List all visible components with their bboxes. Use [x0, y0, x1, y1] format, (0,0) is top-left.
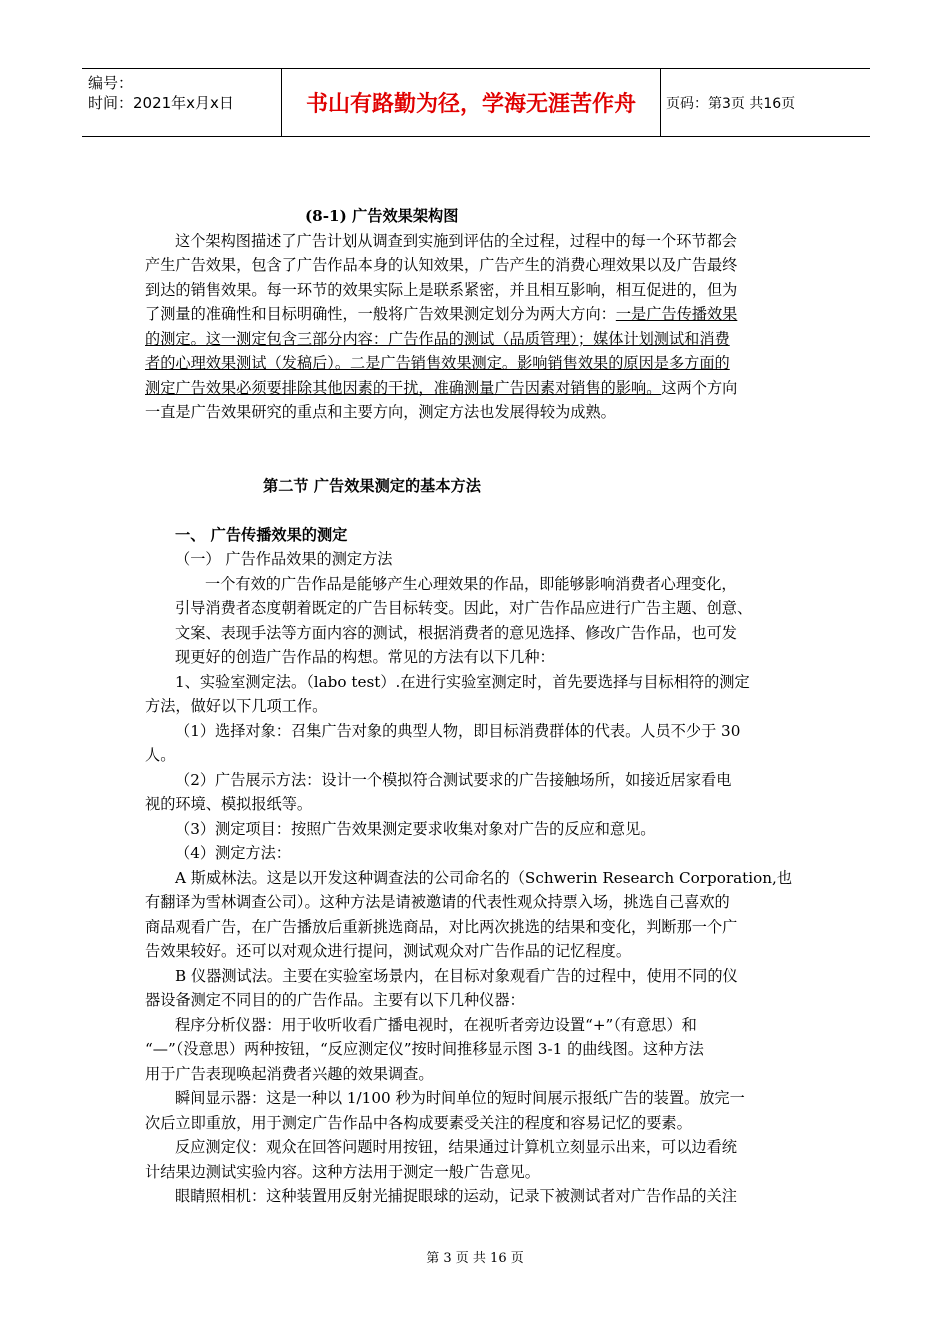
text-line: 人。: [145, 746, 176, 764]
lab-test-item: [145, 670, 810, 719]
text-line: 现更好的创造广告作品的构想。常见的方法有以下几种：: [175, 648, 555, 666]
text-line: B 仪器测试法。主要在实验室场景内，在目标对象观看广告的过程中，使用不同的仪: [175, 966, 738, 985]
figure-caption: (8-1) 广告效果架构图: [305, 207, 459, 225]
instrument-program-analyzer: [145, 1013, 810, 1087]
page-footer: 第 3 页 共 16 页: [426, 1251, 524, 1266]
underlined-text: 一是广告传播效果: [615, 305, 738, 323]
text-line: 这个架构图描述了广告计划从调查到实施到评估的全过程，过程中的每一个环节都会: [175, 231, 737, 250]
text-line: （2）广告展示方法：设计一个模拟符合测试要求的广告接触场所，如接近居家看电: [175, 770, 732, 789]
text-line: 到达的销售效果。每一环节的效果实际上是联系紧密，并且相互影响，相互促进的，但为: [145, 280, 738, 299]
text-line: 计结果边测试实验内容。这种方法用于测定一般广告意见。: [145, 1162, 540, 1181]
spacer: [145, 449, 810, 474]
text-line: “—”（没意思）两种按钮，“反应测定仪”按时间推移显示图 3-1 的曲线图。这种方法: [145, 1040, 704, 1058]
text-line: 告效果较好。还可以对观众进行提问，测试观众对广告作品的记忆程度。: [145, 942, 631, 960]
text-line: 器设备测定不同目的的广告作品。主要有以下几种仪器：: [145, 991, 525, 1009]
underlined-text: 测定广告效果必须要排除其他因素的干扰，准确测量广告因素对销售的影响。: [145, 378, 662, 397]
method-schwerin: [145, 866, 810, 964]
text-line: 一直是广告效果研究的重点和主要方向，测定方法也发展得较为成熟。: [145, 403, 616, 421]
text-line: 文案、表现手法等方面内容的测试，根据消费者的意见选择、修改广告作品，也可发: [175, 623, 737, 642]
step-display-method: [145, 768, 810, 817]
step-select-subjects: [145, 719, 810, 768]
page-header: [82, 68, 870, 137]
instrument-reaction-meter: [145, 1135, 810, 1184]
text-line: [145, 302, 810, 327]
step-test-items: （3）测定项目：按照广告效果测定要求收集对象对广告的反应和意见。: [175, 819, 656, 838]
text-line: [145, 376, 810, 401]
text-line: 方法，做好以下几项工作。: [145, 697, 328, 715]
text-span: 了测量的准确性和目标明确性，一般将广告效果测定划分为两大方向：: [145, 305, 616, 323]
header-meta-cell: [82, 69, 282, 136]
text-line: 视的环境、模拟报纸等。: [145, 795, 313, 813]
header-date: 时间：2021年x月x日: [88, 94, 234, 112]
paragraph-artwork-test: [145, 572, 810, 670]
subsection-title: 一、 广告传播效果的测定: [175, 525, 348, 544]
section-title: 第二节 广告效果测定的基本方法: [263, 476, 481, 495]
header-page-info: 页码：第3页 共16页: [666, 95, 796, 112]
subsubsection-title: （一） 广告作品效果的测定方法: [175, 550, 393, 568]
text-line: 反应测定仪：观众在回答问题时用按钮，结果通过计算机立刻显示出来，可以边看统: [175, 1138, 737, 1156]
instrument-tachistoscope: [145, 1086, 810, 1135]
paragraph-architecture: [145, 229, 810, 425]
text-line: 有翻译为雪林调查公司）。这种方法是请被邀请的代表性观众持票入场，挑选自己喜欢的: [145, 893, 730, 911]
underlined-text: 者的心理效果测试（发稿后）。二是广告销售效果测定。影响销售效果的原因是多方面的: [145, 354, 730, 372]
spacer: [145, 425, 810, 450]
text-line: 一个有效的广告作品是能够产生心理效果的作品，即能够影响消费者心理变化，: [205, 574, 737, 593]
text-line: 程序分析仪器：用于收听收看广播电视时，在视听者旁边设置“+”（有意思）和: [175, 1015, 697, 1034]
text-span: 这两个方向: [661, 378, 738, 397]
text-line: 商品观看广告，在广告播放后重新挑选商品，对比两次挑选的结果和变化，判断那一个广: [145, 917, 738, 936]
text-line: 用于广告表现唤起消费者兴趣的效果调查。: [145, 1064, 434, 1083]
text-line: 产生广告效果，包含了广告作品本身的认知效果，广告产生的消费心理效果以及广告最终: [145, 256, 738, 274]
step-test-method: （4）测定方法：: [175, 844, 291, 862]
header-number: 编号：: [88, 74, 134, 92]
text-line: 瞬间显示器：这是一种以 1/100 秒为时间单位的短时间展示报纸广告的装置。放完一: [175, 1089, 745, 1107]
text-line: A 斯威林法。这是以开发这种调查法的公司命名的（Schwerin Research Corporation,也: [175, 868, 793, 887]
header-motto: 书山有路勤为径，学海无涯苦作舟: [282, 69, 661, 136]
text-line: 次后立即重放，用于测定广告作品中各构成要素受关注的程度和容易记忆的要素。: [145, 1113, 692, 1132]
instrument-eye-camera: [145, 1184, 810, 1209]
underlined-text: 的测定。这一测定包含三部分内容：广告作品的测试（品质管理）；媒体计划测试和消费: [145, 329, 730, 348]
spacer: [145, 498, 810, 523]
text-line: 眼睛照相机：这种装置用反射光捕捉眼球的运动，记录下被测试者对广告作品的关注: [175, 1187, 737, 1205]
text-line: 1、实验室测定法。（labo test）.在进行实验室测定时，首先要选择与目标相符的测定: [175, 672, 750, 691]
text-line: （1）选择对象：召集广告对象的典型人物，即目标消费群体的代表。人员不少于 30: [175, 721, 741, 740]
text-line: 引导消费者态度朝着既定的广告目标转变。因此，对广告作品应进行广告主题、创意、: [175, 599, 753, 617]
method-instrument: [145, 964, 810, 1013]
document-body: [145, 204, 810, 1209]
